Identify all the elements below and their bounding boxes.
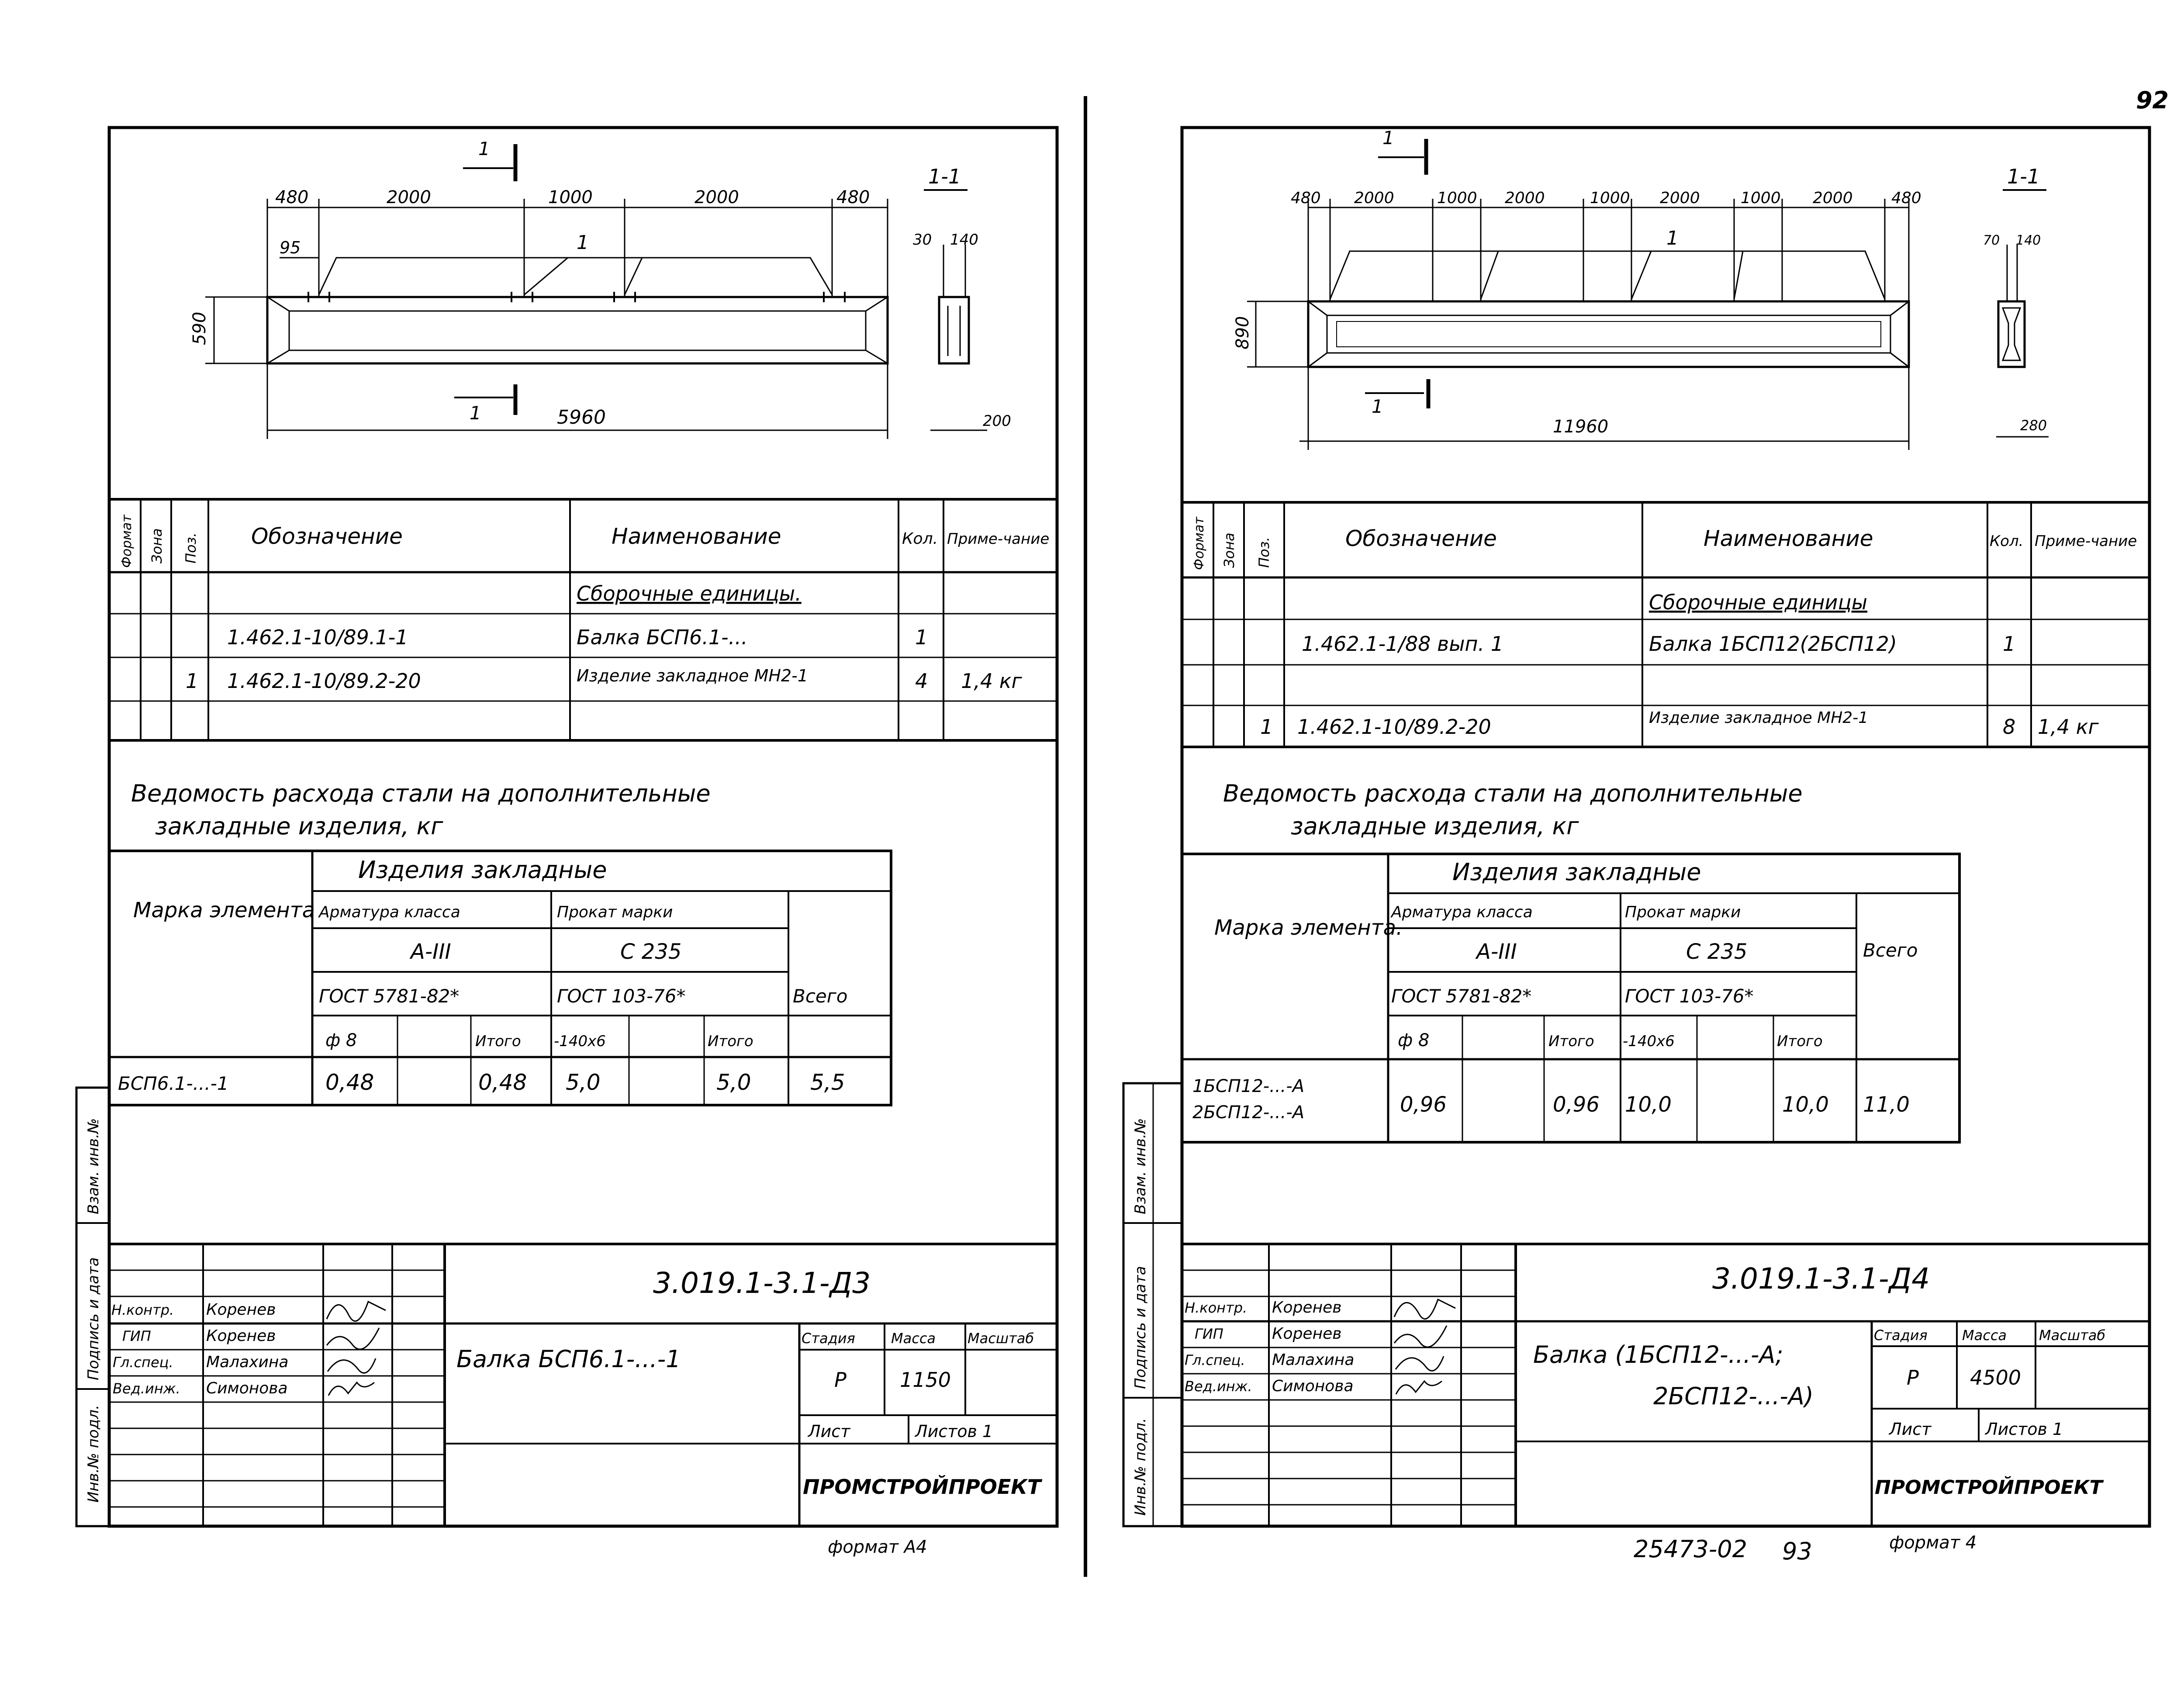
- right-sec-dim-140: 140: [2016, 233, 2041, 248]
- right-dim-5: 1000: [1590, 189, 1630, 207]
- right-section-label: 1-1: [2007, 165, 2040, 188]
- right-steel-row-mark2: 2БСП12-...-А: [1192, 1102, 1305, 1123]
- left-role-2: ГИП: [122, 1328, 151, 1344]
- left-steel-title-1: Ведомость расхода стали на дополнительные: [131, 780, 711, 807]
- left-spec-h-designation: Обозначение: [251, 524, 403, 549]
- left-steel-h-gost1: ГОСТ 5781-82*: [319, 985, 460, 1007]
- left-steel-h-rolled-grade: С 235: [620, 940, 682, 964]
- right-steel-h-total: Всего: [1863, 940, 1918, 961]
- left-steel-row-sum2: 5,0: [716, 1070, 751, 1095]
- left-steel-h-gost2: ГОСТ 103-76*: [557, 985, 686, 1007]
- left-spec-r2-pos: 1: [186, 669, 199, 693]
- right-name-2: Коренев: [1272, 1325, 1342, 1343]
- right-steel-h-rolled: Прокат марки: [1625, 903, 1741, 921]
- left-steel-row-plate: 5,0: [566, 1070, 601, 1095]
- left-name-2: Коренев: [206, 1327, 276, 1345]
- right-spec-h-name: Наименование: [1704, 526, 1873, 551]
- right-steel-h-mark: Марка элемента.: [1214, 916, 1403, 940]
- left-callout-number: 1: [577, 232, 589, 254]
- right-role-4: Вед.инж.: [1185, 1378, 1252, 1395]
- left-stamp-inv: Инв.№ подл.: [85, 1405, 102, 1503]
- left-section-mark-bottom: 1: [470, 402, 481, 424]
- right-org: ПРОМСТРОЙПРОЕКТ: [1875, 1476, 2103, 1499]
- left-steel-h-sum1: Итого: [475, 1033, 521, 1050]
- left-doc-code: 3.019.1-3.1-Д3: [653, 1266, 871, 1300]
- right-dim-9: 480: [1891, 189, 1921, 207]
- right-sec-dim-70: 70: [1983, 233, 2000, 248]
- left-h-stage: Стадия: [802, 1330, 855, 1347]
- right-beam-web: [1327, 315, 1890, 353]
- left-spec-group: Сборочные единицы.: [577, 582, 802, 605]
- left-sec-dim-30: 30: [913, 231, 932, 249]
- left-section-profile: [939, 297, 969, 363]
- left-beam-web: [289, 311, 866, 350]
- right-steel-h-gost1: ГОСТ 5781-82*: [1391, 985, 1532, 1007]
- right-steel-h-gost2: ГОСТ 103-76*: [1625, 985, 1754, 1007]
- left-dim-height: 590: [190, 311, 210, 345]
- left-sec-dim-200: 200: [983, 412, 1011, 430]
- left-steel-h-plate: -140х6: [554, 1033, 606, 1050]
- right-spec-r1-name: Балка 1БСП12(2БСП12): [1649, 632, 1897, 656]
- left-spec-r2-name: Изделие закладное МН2-1: [577, 666, 808, 685]
- left-doc-name: Балка БСП6.1-...-1: [456, 1345, 681, 1373]
- left-format: формат А4: [828, 1537, 927, 1557]
- right-steel-h-items: Изделия закладные: [1452, 858, 1701, 886]
- left-spec-h-pos: Поз.: [183, 532, 199, 563]
- left-sheet: [76, 128, 1057, 1557]
- left-steel-h-rebar: Арматура класса: [319, 903, 460, 921]
- right-steel-h-d8: ф 8: [1398, 1030, 1430, 1050]
- left-role-4: Вед.инж.: [113, 1380, 180, 1397]
- right-spec-h-qty: Кол.: [1990, 532, 2024, 550]
- left-steel-row-total: 5,5: [810, 1070, 845, 1095]
- right-steel-row-mark1: 1БСП12-...-А: [1192, 1076, 1305, 1096]
- left-spec-h-format: Формат: [119, 515, 135, 568]
- left-spec-h-name: Наименование: [612, 524, 781, 549]
- left-h-mass: Масса: [891, 1330, 936, 1347]
- left-spec-table: [109, 499, 1057, 740]
- left-spec-r2-note: 1,4 кг: [961, 669, 1022, 693]
- left-steel-h-d8: ф 8: [325, 1030, 357, 1050]
- right-doc-code: 3.019.1-3.1-Д4: [1712, 1262, 1930, 1296]
- left-steel-h-sum2: Итого: [708, 1033, 753, 1050]
- right-stamp-sign: Подпись и дата: [1132, 1266, 1149, 1389]
- right-beam-drawing: [1233, 127, 2049, 450]
- right-h-stage: Стадия: [1874, 1327, 1928, 1344]
- left-name-1: Коренев: [206, 1301, 276, 1319]
- right-section-mark-top: 1: [1382, 127, 1394, 149]
- right-steel-row-sum2: 10,0: [1782, 1092, 1829, 1117]
- right-steel-h-plate: -140х6: [1623, 1033, 1675, 1050]
- left-name-3: Малахина: [206, 1353, 289, 1371]
- left-steel-h-total: Всего: [793, 985, 848, 1007]
- left-spec-r1-designation: 1.462.1-10/89.1-1: [227, 625, 408, 649]
- right-steel-h-sum2: Итого: [1777, 1033, 1823, 1050]
- right-spec-r1-qty: 1: [2003, 632, 2016, 656]
- right-role-2: ГИП: [1195, 1326, 1223, 1342]
- right-steel-table: [1182, 854, 1959, 1142]
- left-spec-h-qty: Кол.: [902, 530, 938, 548]
- right-doc-name-2: 2БСП12-...-А): [1653, 1382, 1814, 1410]
- right-section-profile: [1998, 301, 2025, 367]
- right-mass: 4500: [1970, 1366, 2022, 1389]
- right-steel-title-2: закладные изделия, кг: [1291, 812, 1579, 840]
- right-steel-h-sum1: Итого: [1548, 1033, 1594, 1050]
- left-steel-title-2: закладные изделия, кг: [155, 812, 443, 840]
- left-dim-480a: 480: [275, 187, 309, 207]
- left-stamp-sign: Подпись и дата: [85, 1257, 102, 1380]
- left-beam-drawing: [190, 138, 1011, 439]
- page-number: 92: [2136, 86, 2169, 114]
- left-sheets: Листов 1: [915, 1422, 993, 1441]
- left-dim-2000a: 2000: [387, 187, 431, 207]
- right-dim-2: 2000: [1354, 189, 1394, 207]
- left-stamp-replace: Взам. инв.№: [85, 1118, 102, 1214]
- right-spec-r2-qty: 8: [2003, 715, 2016, 739]
- right-dim-3: 1000: [1437, 189, 1477, 207]
- right-steel-h-rebar: Арматура класса: [1391, 903, 1533, 921]
- right-name-3: Малахина: [1272, 1351, 1355, 1369]
- right-h-mass: Масса: [1962, 1327, 2007, 1344]
- right-h-scale: Масштаб: [2039, 1327, 2106, 1344]
- left-org: ПРОМСТРОЙПРОЕКТ: [803, 1475, 1041, 1499]
- left-steel-table: [109, 851, 891, 1105]
- right-stamp-inv: Инв.№ подл.: [1132, 1418, 1149, 1516]
- right-dim-8: 2000: [1813, 189, 1853, 207]
- left-dim-length: 5960: [557, 406, 606, 428]
- right-steel-title-1: Ведомость расхода стали на дополнительные: [1223, 780, 1803, 807]
- left-signatures: [327, 1302, 386, 1396]
- right-steel-row-total: 11,0: [1863, 1092, 1910, 1117]
- right-spec-h-format: Формат: [1192, 517, 1207, 570]
- right-role-1: Н.контр.: [1185, 1299, 1248, 1316]
- right-format: формат 4: [1889, 1533, 1977, 1553]
- right-dim-6: 2000: [1660, 189, 1700, 207]
- right-spec-h-pos: Поз.: [1256, 537, 1272, 568]
- left-role-3: Гл.спец.: [113, 1354, 173, 1371]
- right-dim-height: 890: [1233, 316, 1253, 349]
- left-h-scale: Масштаб: [968, 1330, 1034, 1347]
- right-steel-row-plate: 10,0: [1625, 1092, 1672, 1117]
- right-section-mark-bottom: 1: [1372, 396, 1383, 417]
- right-spec-table: [1182, 502, 2149, 747]
- left-name-4: Симонова: [206, 1379, 288, 1397]
- right-steel-row-d8: 0,96: [1400, 1092, 1447, 1117]
- right-spec-r2-designation: 1.462.1-10/89.2-20: [1297, 715, 1491, 739]
- left-steel-h-items: Изделия закладные: [358, 856, 607, 884]
- left-section-mark-top: 1: [478, 138, 490, 159]
- left-mass: 1150: [900, 1368, 951, 1392]
- left-spec-r1-name: Балка БСП6.1-...: [577, 625, 748, 649]
- left-role-1: Н.контр.: [111, 1302, 174, 1318]
- left-section-label: 1-1: [928, 165, 961, 188]
- left-sheet: Лист: [808, 1422, 850, 1441]
- left-steel-row-d8: 0,48: [325, 1070, 374, 1095]
- right-sheet: Лист: [1889, 1420, 1932, 1439]
- left-dim-2000b: 2000: [695, 187, 739, 207]
- right-steel-h-rebar-class: А-III: [1476, 940, 1517, 964]
- left-steel-h-mark: Марка элемента: [133, 898, 315, 923]
- right-stage: Р: [1907, 1366, 1919, 1389]
- right-spec-r2-note: 1,4 кг: [2038, 715, 2099, 739]
- right-dim-4: 2000: [1505, 189, 1545, 207]
- left-dim-1000: 1000: [548, 187, 593, 207]
- right-spec-h-designation: Обозначение: [1345, 526, 1497, 551]
- right-dim-length: 11960: [1553, 417, 1609, 437]
- left-spec-h-note: Приме-чание: [947, 530, 1050, 548]
- right-spec-r2-pos: 1: [1260, 715, 1273, 739]
- right-callout-number: 1: [1666, 227, 1679, 249]
- left-dim-480b: 480: [836, 187, 870, 207]
- left-spec-h-zone: Зона: [149, 528, 165, 563]
- footer-code: 25473-02: [1634, 1535, 1747, 1563]
- right-dim-7: 1000: [1741, 189, 1781, 207]
- right-stamp-replace: Взам. инв.№: [1132, 1118, 1149, 1214]
- right-doc-name-1: Балка (1БСП12-...-А;: [1533, 1341, 1783, 1368]
- right-spec-r1-designation: 1.462.1-1/88 вып. 1: [1302, 632, 1504, 656]
- left-title-block: [109, 1244, 1057, 1557]
- right-dim-1: 480: [1291, 189, 1321, 207]
- right-sec-dim-280: 280: [2020, 417, 2047, 434]
- left-dim-95: 95: [280, 238, 301, 257]
- right-steel-h-rolled-grade: С 235: [1686, 940, 1748, 964]
- right-name-4: Симонова: [1272, 1377, 1354, 1395]
- left-sec-dim-140: 140: [950, 231, 978, 249]
- left-steel-row-mark: БСП6.1-...-1: [118, 1073, 229, 1094]
- right-role-3: Гл.спец.: [1185, 1352, 1245, 1368]
- left-stage: Р: [834, 1368, 847, 1392]
- right-name-1: Коренев: [1272, 1299, 1342, 1316]
- left-steel-row-sum1: 0,48: [478, 1070, 527, 1095]
- right-title-block: [1182, 1244, 2149, 1553]
- right-sheets: Листов 1: [1985, 1420, 2063, 1439]
- right-spec-r2-name: Изделие закладное МН2-1: [1649, 709, 1869, 727]
- right-sheet: [1123, 127, 2149, 1565]
- right-spec-h-zone: Зона: [1221, 532, 1237, 568]
- right-spec-h-note: Приме-чание: [2035, 532, 2137, 550]
- left-steel-h-rebar-class: А-III: [411, 940, 451, 964]
- left-spec-r1-qty: 1: [915, 625, 928, 649]
- right-steel-row-sum1: 0,96: [1553, 1092, 1600, 1117]
- footer-num: 93: [1782, 1538, 1812, 1565]
- left-beam-outline: [267, 297, 888, 363]
- left-spec-r2-qty: 4: [915, 669, 928, 693]
- left-steel-h-rolled: Прокат марки: [557, 903, 673, 921]
- right-beam-outline: [1308, 301, 1909, 367]
- left-spec-r2-designation: 1.462.1-10/89.2-20: [227, 669, 421, 693]
- right-spec-group: Сборочные единицы: [1649, 591, 1868, 614]
